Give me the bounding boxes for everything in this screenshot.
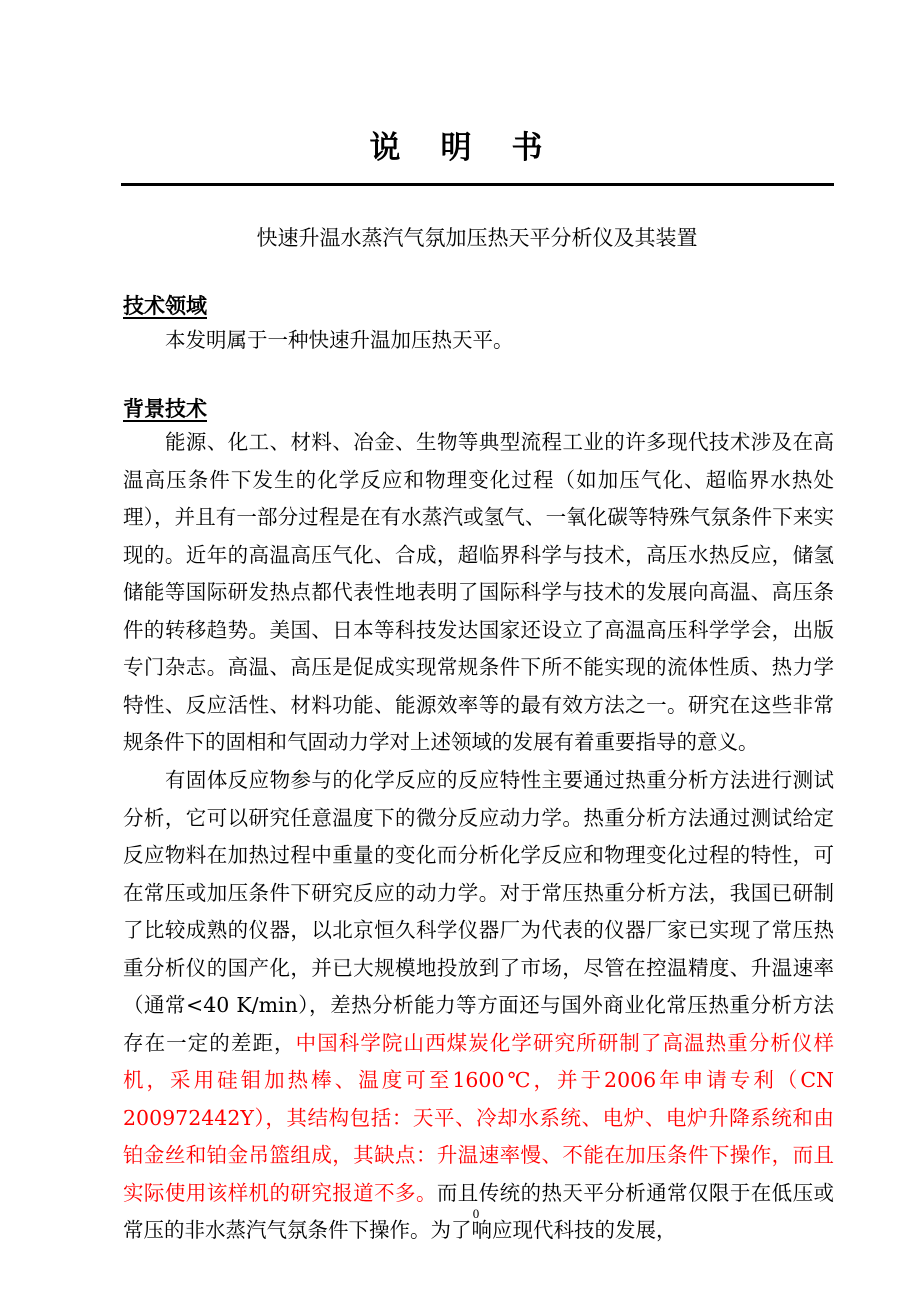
section-heading-technical-field: 技术领域 [123, 293, 207, 318]
background-paragraph-1: 能源、化工、材料、冶金、生物等典型流程工业的许多现代技术涉及在高温高压条件下发生的化学反应和物理变化过程（如加压气化、超临界水热处理），并且有一部分过程是在有水蒸汽或氢气、一氧化碳等特殊气氛条件下来实现的。近年的高温高压气化、合成，超临界科学与技术，高压水热反应，储氢储能等国际研发热点都代表性地表明了国际科学与技术的发展向高温、高压条件的转移趋势。美国、日本等科技发达国家还设立了高温高压科学学会，出版专门杂志。高温、高压是促成实现常规条件下所不能实现的流体性质、热力学特性、反应活性、材料功能、能源效率等的最有效方法之一。研究在这些非常规条件下的固相和气固动力学对上述领域的发展有着重要指导的意义。 [123, 430, 834, 754]
technical-field-paragraph: 本发明属于一种快速升温加压热天平。 [165, 328, 514, 352]
background-paragraph-2-intro: 有固体反应物参与的化学反应的反应特性主要通过热重分析方法进行测试分析，它可以研究任意温度下的微分反应动力学。热重分析方法通过测试给定反应物料在加热过程中重量的变化而分析化学反应和物理变化过程的特性，可在常压或加压条件下研究反应的动力学。对于常压热重分析方法，我国已研制了比较成熟的仪器，以北京恒久科学仪器厂为代表的仪器厂家已实现了常压热重分析仪的国产化，并已大规模地投放到了市场，尽管在控温精度、升温速率（通常<40 K/min），差热分析能力等方面还与国外商业化常压热重分析方法存在一定的差距， [123, 768, 834, 1055]
title-divider [121, 183, 834, 186]
background-paragraph-2-ending: 而且传统的热天平分析通常仅限于在低压或常压的非水蒸汽气氛条件下操作。为了响应现代科技的发展， [123, 1180, 835, 1242]
page-number: 0 [472, 1206, 480, 1221]
document-title: 说明书 [369, 130, 583, 166]
invention-title: 快速升温水蒸汽气氛加压热天平分析仪及其装置 [256, 226, 698, 250]
background-paragraph-2 [123, 762, 834, 1250]
background-paragraph-2-highlight: 中国科学院山西煤炭化学研究所研制了高温热重分析仪样机，采用硅钼加热棒、温度可至1600℃，并于2006年申请专利（CN 200972442Y），其结构包括：天平、冷却水系统、电炉、电炉升降系统和由铂金丝和铂金吊篮组成，其缺点：升温速率慢、不能在加压条件下操作，而且实际使用该样机的研究报道不多。 [123, 1030, 834, 1205]
section-heading-background: 背景技术 [123, 396, 207, 421]
